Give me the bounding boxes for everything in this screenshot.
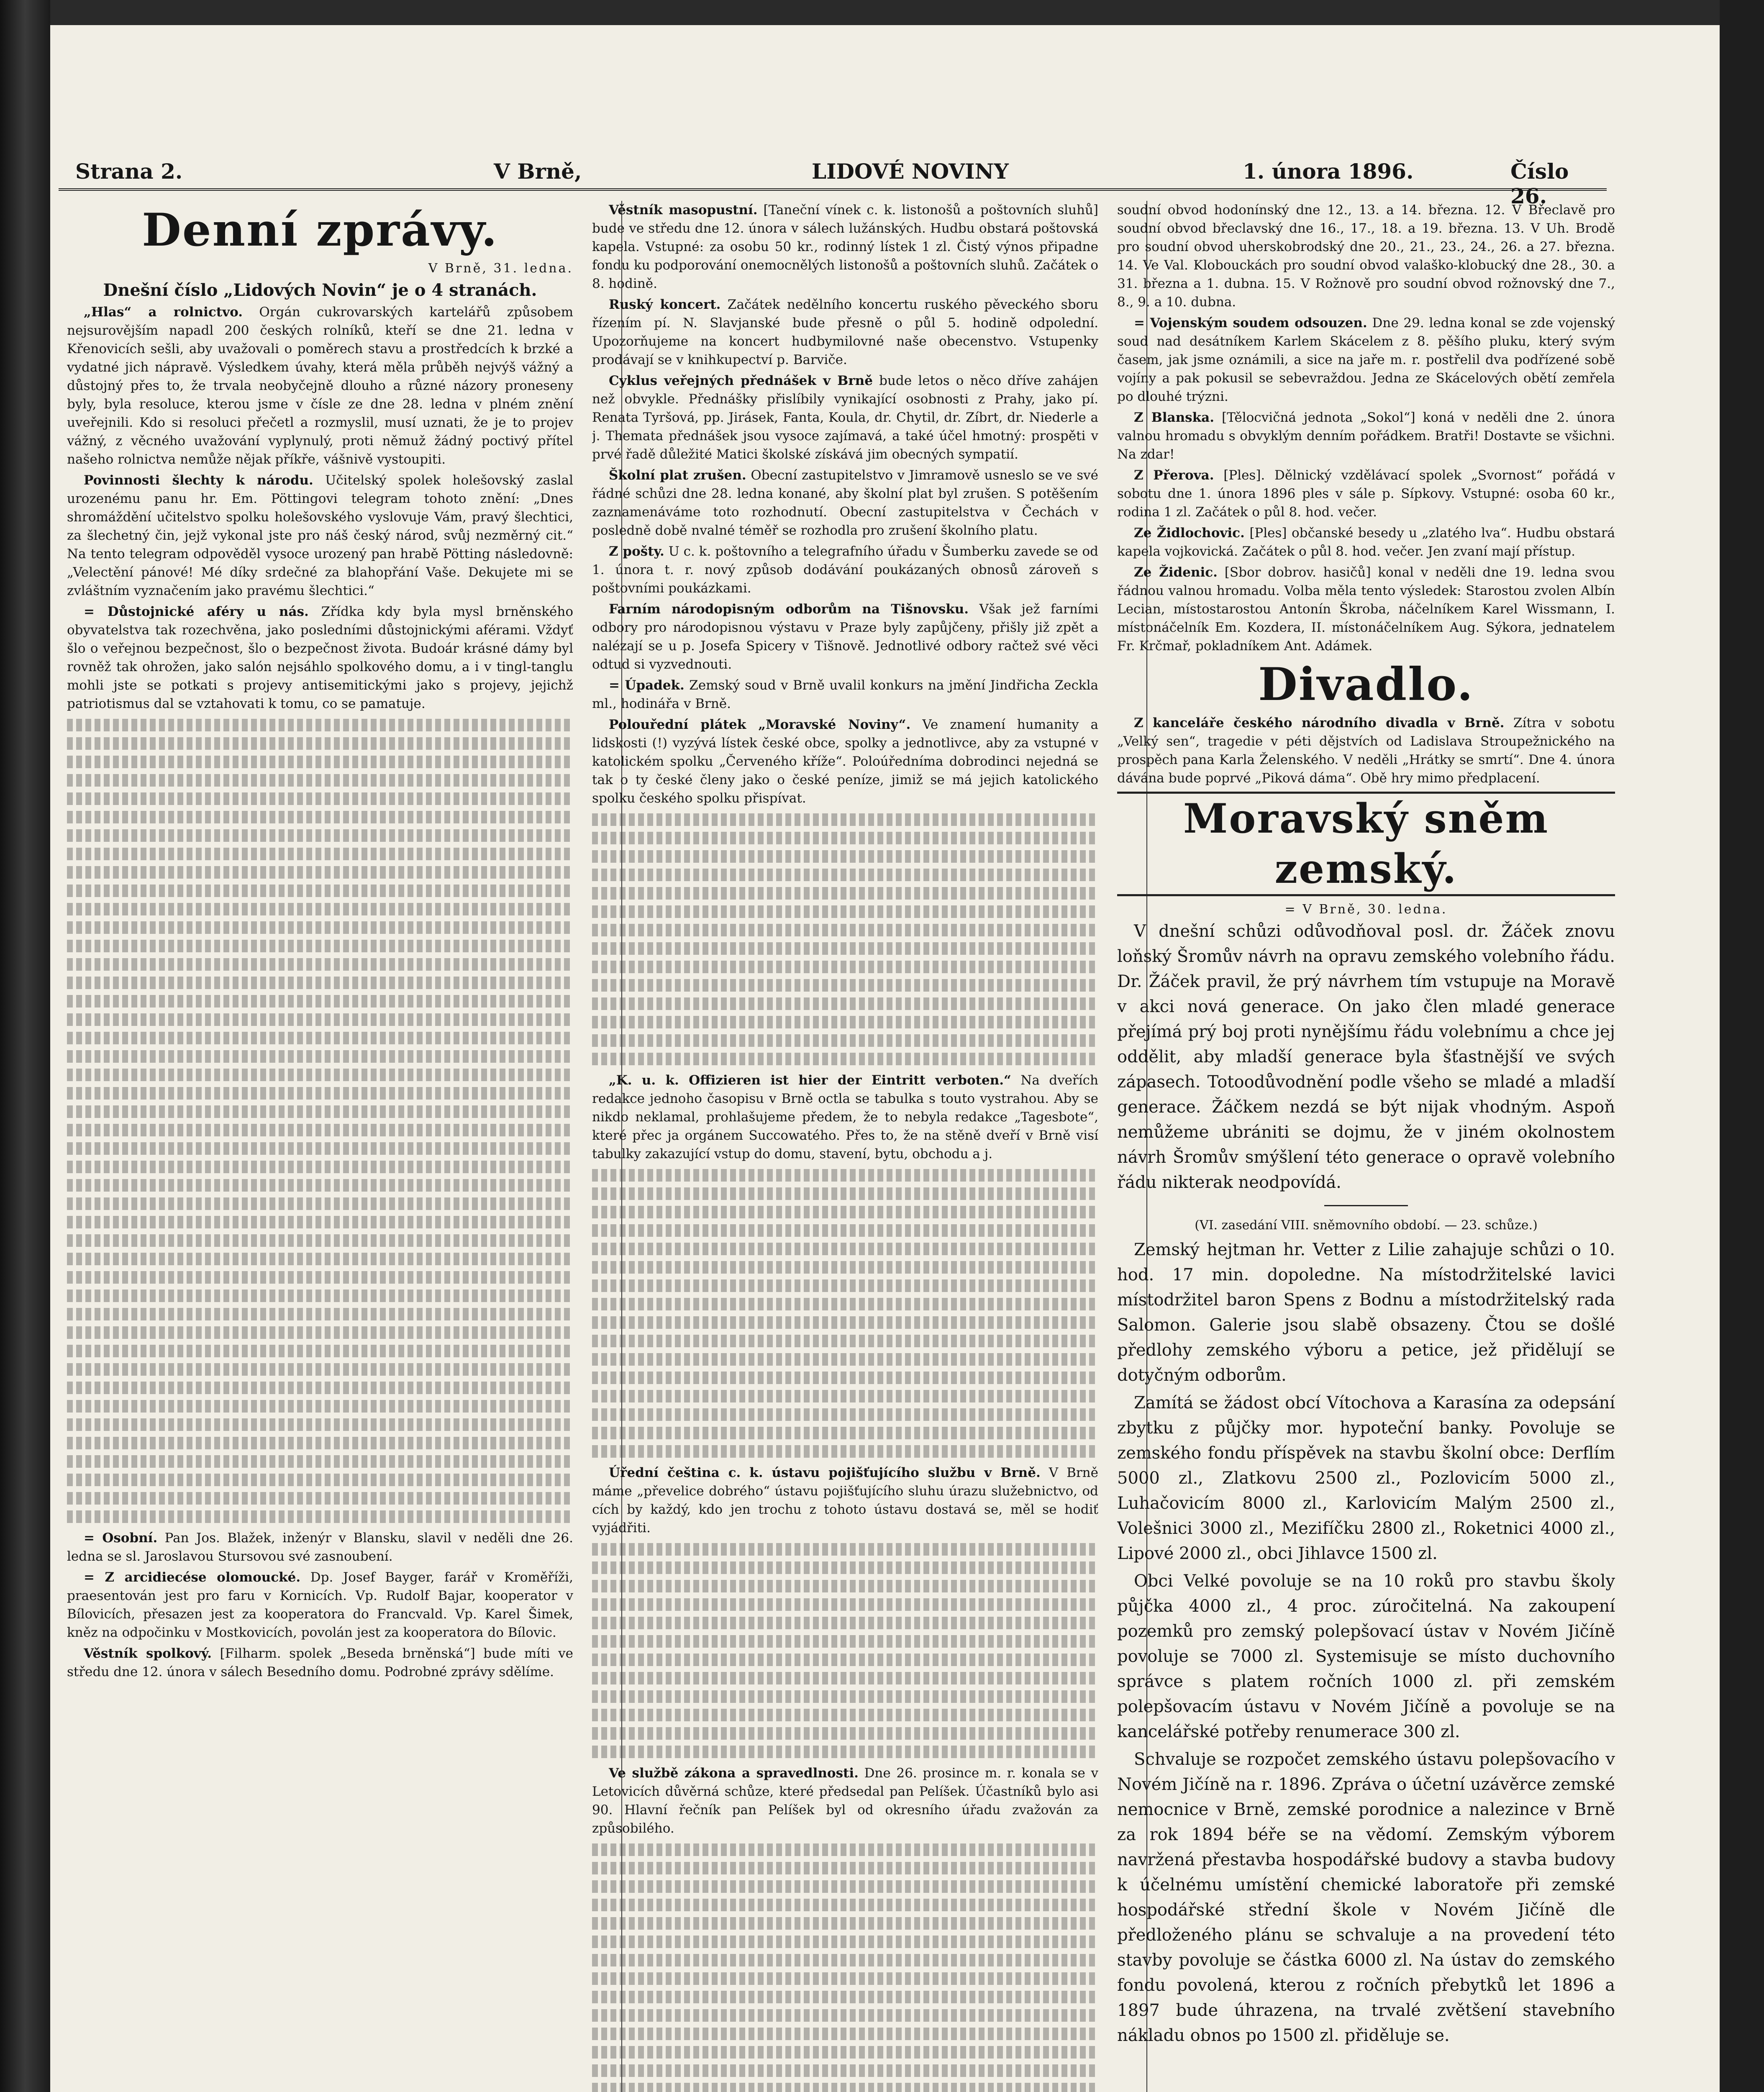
article-ze-zidlochovic [1117,524,1615,561]
article-title: Úřední čeština c. k. ústavu pojišťujícího službu v Brně. [609,1465,1041,1480]
illegible-text-block [592,813,1098,1065]
article-text: [Sbor dobrov. hasičů] konal v neděli dne 19. ledna svou řádnou valnou hromadu. Volba měla tento výsledek: Starostou zvolen Albín Lecian, místostarostou Antonín Škroba, náčelníkem Karel Wissmann, I. místonáčelník Em. Kozdera, II. místonáčelníkem Aug. Sýkora, jednatelem Fr. Krčmař, pokladníkem Ant. Adámek. [1117,565,1615,654]
article-polouredni [592,715,1098,808]
article-skolni-plat [592,466,1098,540]
header-issue: Číslo 26. [1510,159,1569,208]
column-3 [1117,201,1615,2092]
article-text: Zemský soud v Brně uvalil konkurs na jmění Jindřicha Zeckla ml., hodinářa v Brně. [592,678,1098,711]
article-vestnik [67,1644,573,1681]
article-z-prerova [1117,466,1615,521]
article-arcidiecese [67,1568,573,1642]
header-place: V Brně, [494,159,582,184]
article-text: Začátek nedělního koncertu ruského pěveckého sboru řízením pí. N. Slavjanské bude přesně o půl 5. hodině odpolední. Upozorňujeme na koncert hudbymilovné naše obecenstvo. Vstupenky prodávají se v knihkupectví p. Barviče. [592,297,1098,367]
article-masopustni [592,201,1098,293]
article-ze-zidenic [1117,563,1615,655]
article-snem-text-3: Obci Velké povoluje se na 10 roků pro stavbu školy půjčka 4000 zl., 4 proc. zúročitelná. Na zakoupení pozemků pro zemský polepšovací ústav v Novém Jičíně povoluje se 7000 zl. Systemisuje se místo duchovního správce s platem ročních 1000 zl. při zemském polepšovacím ústavu v Novém Jičíně a povoluje se na kancelářské potřeby renumerace 300 zl. [1117,1572,1615,1741]
separator [1324,1205,1408,1206]
header-page-number: Strana 2. [75,159,183,184]
header-date: 1. února 1896. [1243,159,1414,184]
article-rusky-koncert [592,295,1098,369]
article-divadlo [1117,714,1615,787]
article-upadek [592,676,1098,713]
article-title: Školní plat zrušen. [609,468,746,483]
article-text: Na dveřích redakce jednoho časopisu v Brně octla se tabulka s touto vystrahou. Aby se nikdo neklamal, prohlašujeme předem, že to nebyla redakce „Tagesbote“, které přec ja orgánem Succowatého. Přes to, že na stěně dveří v Brně visí tabulky zakazující vstup do domu, stavení, bytu, obchodu a j. [592,1073,1098,1161]
article-text: U c. k. poštovního a telegrafního úřadu v Šumberku zavede se od 1. února t. r. nový způsob dodávání poukázaných obnosů zároveň s poštovními poukázkami. [592,544,1098,596]
article-title: Věstník spolkový. [84,1646,212,1661]
article-text: Dne 26. prosince m. r. konala se v Letovicích důvěrná schůze, které předsedal pan Pelíšek. Účastníků bylo asi 90. Hlavní řečník pan Pelíšek byl od okresního úřadu zvažován za způsobilého. [592,1766,1098,1836]
snem-dateline: = V Brně, 30. ledna. [1285,902,1448,917]
article-title: Z Blanska. [1134,410,1214,425]
illegible-text-block [592,1543,1098,1758]
article-title: „K. u. k. Offizieren ist hier der Eintritt verboten.“ [609,1073,1011,1088]
article-farnim [592,600,1098,674]
article-snem-intro: V dnešní schůzi odůvodňoval posl. dr. Žáček znovu loňský Šromův návrh na opravu zemského volebního řádu. Dr. Žáček pravil, že prý návrhem tím vstupuje na Moravě v akci nová generace. On jako člen mladé generace přejímá prý boj proti nynějšímu řádu volebnímu a chce jej oddělit, aby mladší generace byla šťastnější ve svých zápasech. Totoodůvodnění podle všeho se mladé a mladší generace. Žáčkem nezdá se být nijak vhodným. Aspoň nemůžeme ubrániti se dojmu, že v jiném okolnostem návrh Šromův smýšlení této generace o opravě volebního řádu nikterak neodpovídá. [1117,922,1615,1192]
article-title: Z pošty. [609,544,664,559]
article-text: [Taneční vínek c. k. listonošů a poštovních sluhů] bude ve středu dne 12. února v sálech lužánských. Hudbu obstará poštovská kapela. Vstupné: za osobu 50 kr., rodinný lístek 1 zl. Čistý výnos připadne fondu ku podporování onemocnělých listonošů a poštovních sluhů. Začátek o 8. hodině. [592,203,1098,291]
article-offizieren [592,1071,1098,1163]
article-title: Cyklus veřejných přednášek v Brně [609,373,873,388]
article-cyklus [592,372,1098,464]
article-odvod-continued: soudní obvod hodonínský dne 12., 13. a 14. března. 12. V Břeclavě pro soudní obvod břeclavský dne 16., 17., 18. a 19. března. 13. V Uh. Brodě pro soudní obvod uherskobrodský dne 20., 21., 23., 24., 26. a 27. března. 14. Ve Val. Klobouckách pro soudní obvod valaško-klobucký dne 28., 30. a 31. března a 1. dubna. 15. V Rožnově pro soudní obvod rožnovský dne 7., 8., 9. a 10. dubna. [1117,203,1615,310]
article-title: Věstník masopustní. [609,203,758,218]
article-snem-text-2: Zamítá se žádost obcí Vítochova a Karasína za odepsání zbytku z půjčky mor. hypoteční banky. Povoluje se zemského fondu příspěvek na stavbu školní obce: Derflím 5000 zl., Zlatkovu 2500 zl., Pozlovicím 5000 zl., Luhačovicím 8000 zl., Karlovicím Malým 2500 zl., Volešnici 3000 zl., Mezifíčku 2800 zl., Roketnici 4000 zl., Lipové 2000 zl., obci Jihlavce 1500 zl. [1117,1393,1615,1563]
article-text: [Ples] občanské besedy u „zlatého lva“. Hudbu obstará kapela vojkovická. Začátek o půl 8. hod. večer. Jen zvaní mají přístup. [1117,526,1615,559]
article-snem-text-4: Schvaluje se rozpočet zemského ústavu polepšovacího v Novém Jičíně na r. 1896. Zpráva o účetní uzávěrce zemské nemocnice v Brně, zemské porodnice a nalezince v Brně za rok 1894 béře se na vědomí. Zemským výborem navržená přestavba hospodářské budovy a stavba budovy k účelnému umístění chemické laboratoře při zemské hospodářské střední škole v Novém Jičíně dle předloženého plánu se schvaluje a na provedení této stavby povoluje se částka 6000 zl. Na ústav do zemského fondu povolená, kterou z ročních přebytků let 1896 a 1897 bude úhrazena, na trvalé zvětšení stavebního nákladu obnos po 1500 zl. přiděluje se. [1117,1750,1615,2045]
article-text: Ve znamení humanity a lidskosti (!) vyzývá lístek české obce, spolky a jednotlivce, aby za vstupné v katolickém spolku „Červeného kříže“. Poloúředníma dobrodinci nejedná se tak o ty české členy jako o české peníze, jimiž se má jejich katolického spolku českého spolku přispívat. [592,717,1098,806]
article-uredni-cestina [592,1464,1098,1537]
article-text: Dne 29. ledna konal se zde vojenský soud nad desátníkem Karlem Skácelem z 8. pěšího pluku, který svým časem, jak jsme oznámili, a sice na jaře m. r. postřelil dva podřízené sobě vojíny a pak pokusil se sebevraždou. Jedna ze Skácelových obětí zemřela po dlouhé trýzni. [1117,315,1615,404]
article-text: Zřídka kdy byla mysl brněnského obyvatelstva tak rozechvěna, jako posledními důstojnickými aférami. Vždyť šlo o veřejnou bezpečnost, šlo o bezpečnost života. Budoár krásné dámy byl rovněž tak ohrožen, jako salón nejsáhlo spolkového domu, a i v tingl-tanglu mohli jste se potkati s projevy antisemitickými jako s projevy, jejichž patriotismus dal se vztahovati k tomu, co se pamatuje. [67,604,573,711]
article-title: Ze Židenic. [1134,565,1218,580]
illegible-text-block [67,719,573,1523]
section-title-moravsky-snem: Moravský sněm zemský. [1117,792,1615,896]
article-text: [Filharm. spolek „Beseda brněnská“] bude míti ve středu dne 12. února v sálech Besedního domu. Podrobné zprávy sdělíme. [67,1646,573,1679]
article-text: bude letos o něco dříve zahájen než obvykle. Přednášky přislíbily vynikající osobnosti z Prahy, jako pí. Renata Tyršová, pp. Jirásek, Fanta, Koula, dr. Chytil, dr. Zíbrt, dr. Niederle a j. Themata přednášek jsou vysoce zajímavá, a také účel hmotný: prospěti v prvé řadě důležité Matici školské získává jim obecných sympatií. [592,373,1098,462]
article-text: Obecní zastupitelstvo v Jimramově usneslo se ve své řádné schůzi dne 28. ledna konané, aby školní plat byl zrušen. S potěšením zaznamenáváme toto rozhodnutí. Obecní zastupitelstva v Čechách v posledně době nvalné téměř se rozhodla pro zrušení školního platu. [592,468,1098,538]
section-title-divadlo: Divadlo. [1258,658,1474,711]
article-title: = Úpadek. [609,678,685,693]
article-ve-sluzbe-zakona [592,1764,1098,1838]
snem-session-note: (VI. zasedání VIII. sněmovního období. — 23. schůze.) [1195,1218,1538,1233]
article-title: Z kanceláře českého národního divadla v Brně. [1134,715,1505,731]
page-right-edge [1720,0,1764,2092]
article-title: = Důstojnické aféry u nás. [84,604,309,619]
article-text: [Tělocvičná jednota „Sokol“] koná v neděli dne 2. února valnou hromadu s obvyklým denním pořádkem. Bratři! Dostavte se všichni. Na zdar! [1117,410,1615,462]
article-povinnosti [67,471,573,600]
illegible-text-block [592,1169,1098,1458]
article-text: [Ples]. Dělnický vzdělávací spolek „Svornost“ pořádá v sobotu dne 1. února 1896 ples v sále p. Sípkovy. Vstupné: osoba 60 kr., rodina 1 zl. Začátek o půl 8. hod. večer. [1117,468,1615,520]
article-title: = Z arcidiecése olomoucké. [84,1570,301,1585]
article-title: Ve službě zákona a spravedlnosti. [609,1766,859,1781]
article-title: Ruský koncert. [609,297,721,312]
article-title: „Hlas“ a rolnictvo. [84,305,243,320]
article-title: Povinnosti šlechty k národu. [84,473,313,488]
article-text: V Brně máme „převelice dobrého“ ústavu pojišťujícího sluhu úrazu služebnictvo, od cích by každý, kdo jen trochu z tohoto ústavu dostavá se, měl se hodiť vyjádřiti. [592,1465,1098,1536]
article-snem-text: Zemský hejtman hr. Vetter z Lilie zahajuje schůzi o 10. hod. 17 min. dopoledne. Na místodržitelské lavici místodržitel baron Spens z Bodnu a místodržitelský rada Salomon. Galerie jsou slabě obsazeny. Čtou se došlé předlohy zemského výboru a petice, jež přidělují se dotyčným odborům. [1117,1240,1615,1385]
article-text: Učitelský spolek holešovský zaslal urozenému panu hr. Em. Pöttingovi telegram tohoto znění: „Dnes shromáždění učitelstvo spolku holešovského vyslovuje Vám, pravý šlechtici, za šlechetný čin, jejž vykonal jste pro náš český národ, svůj nezměrný cit.“ Na tento telegram odpověděl vysoce urozený pan hrabě Pötting následovně: „Velectění pánové! Mé díky srdečné za blahopřání Vaše. Dekujete mi se zvláštním vyznačením jako pravému šlechtici.“ [67,473,573,598]
article-text: Pan Jos. Blažek, inženýr v Blansku, slavil v neděli dne 26. ledna se sl. Jaroslavou Stursovou své zasnoubení. [67,1531,573,1564]
article-z-posty [592,542,1098,597]
article-title: Farním národopisným odborům na Tišnovsku. [609,602,969,617]
newspaper-page [50,25,1720,2092]
issue-note: Dnešní číslo „Lidových Novin“ je o 4 stranách. [103,280,537,300]
article-text: Však jež farními odbory pro národopisnou výstavu v Praze byly zapůjčeny, přišly již zpět a nalézají se u p. Josefa Spicery v Tišnově. Jednotlivé odbory račtež své věci odtud si vyzvednouti. [592,602,1098,672]
header-paper-title: LIDOVÉ NOVINY [812,159,1009,184]
article-title: = Osobní. [84,1531,158,1546]
article-dustojnicke [67,602,573,713]
article-z-blanska [1117,408,1615,464]
article-text: Zítra v sobotu „Velký sen“, tragedie v péti dějstvích od Ladislava Stroupežnického na prospěch pana Karla Želenského. V neděli „Hrátky se smrtí“. Dne 4. února dávána bude poprvé „Piková dáma“. Obě hry mimo předplacení. [1117,715,1615,786]
article-title: Z Přerova. [1134,468,1214,483]
page-binding-edge [0,0,50,2092]
article-text: Orgán cukrovarských kartelářů způsobem nejsurovějším napadl 200 českých rolníků, kteří se dne 21. ledna v Křenovicích sešli, aby uvažovali o poměrech stavu a prostředcích k brzké a vydatné jich nápravě. Výsledkem úvahy, která měla průběh nejvýš vážný a důstojný přes to, že trvala neobyčejně dlouho a různé názory proneseny byly, byla resoluce, kterou jsme v čísle ze dne 28. ledna v plném znění uveřejnili. Kdo si resoluci přečetl a rozmyslil, musí uznati, že je to projev vážný, z věcného uvažování vyplynulý, proti němuž žádný poctivý přítel našeho rolnictva nemůže nějak příkře, vášnivě vystoupiti. [67,305,573,467]
article-osobni [67,1529,573,1566]
article-vojensky-soud [1117,314,1615,406]
column-2 [592,201,1098,2092]
section-title-denni-zpravy: Denní zprávy. [142,204,498,256]
page-header [59,151,1607,208]
article-title: Ze Židlochovic. [1134,526,1245,541]
article-hlas [67,303,573,469]
illegible-text-block [592,1843,1098,2092]
article-text: Dp. Josef Bayger, farář v Kroměříži, praesentován jest pro faru v Kornicích. Vp. Rudolf Bajar, kooperator v Bílovicích, přesazen jest za kooperatora do Francvald. Vp. Karel Šimek, kněz na odpočinku v Mostkovicích, povolán jest za kooperatora do Bílovic. [67,1570,573,1640]
article-title: Polouřední plátek „Moravské Noviny“. [609,717,911,732]
column-1 [67,201,573,2092]
article-title: = Vojenským soudem odsouzen. [1134,315,1367,331]
dateline: V Brně, 31. ledna. [428,261,573,276]
